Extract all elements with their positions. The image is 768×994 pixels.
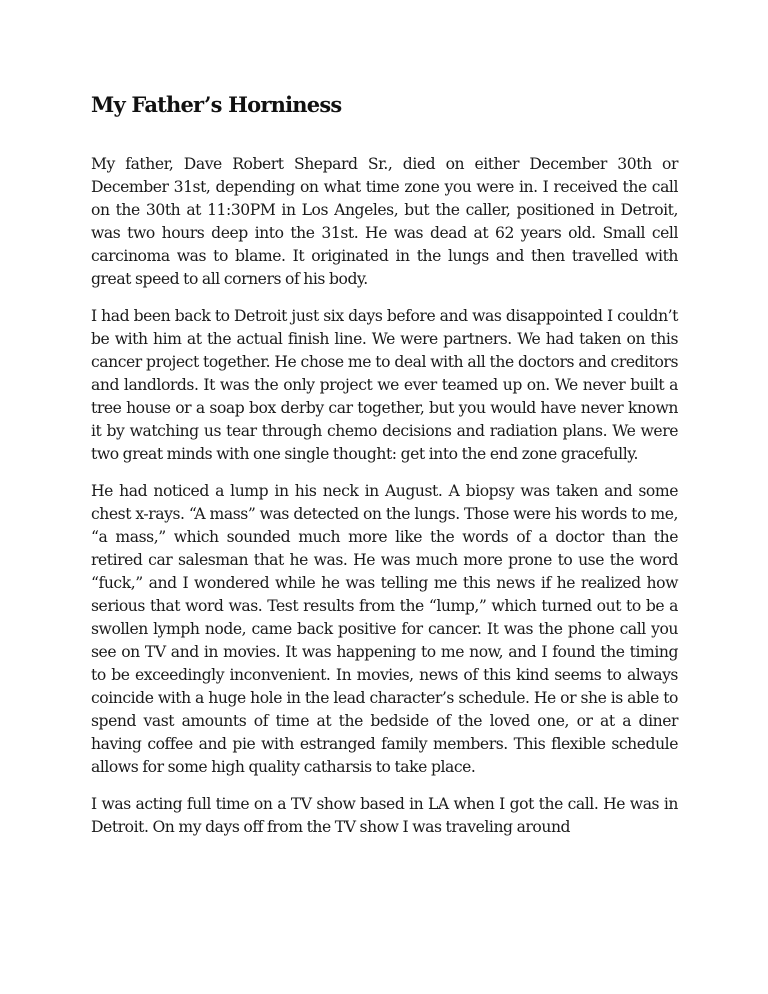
document-title: My Father’s Horniness [91, 92, 342, 117]
paragraph-3: He had noticed a lump in his neck in August. A biopsy was taken and some chest x-rays. “A mass” was detected on the lungs. Those were his words to me, “a mass,” which sounded much more like the words of a doctor than the retired car salesman that he was. He was much more prone to use the word “fuck,” and I wondered while he was telling me this news if he realized how serious that word was. Test results from the “lump,” which turned out to be a swollen lymph node, came back positive for cancer. It was the phone call you see on TV and in movies. It was happening to me now, and I found the timing to be exceedingly inconvenient. In movies, news of this kind seems to always coincide with a huge hole in the lead character’s schedule. He or she is able to spend vast amounts of time at the bedside of the loved one, or at a diner having coffee and pie with estranged family members. This flexible schedule allows for some high quality catharsis to take place. [91, 482, 678, 776]
paragraph-2: I had been back to Detroit just six days before and was disappointed I couldn’t be with him at the actual finish line. We were partners. We had taken on this cancer project together. He chose me to deal with all the doctors and creditors and landlords. It was the only project we ever teamed up on. We never built a tree house or a soap box derby car together, but you would have never known it by watching us tear through chemo decisions and radiation plans. We were two great minds with one single thought: get into the end zone gracefully. [91, 307, 678, 463]
document-body [91, 153, 678, 853]
paragraph-1: My father, Dave Robert Shepard Sr., died on either December 30th or December 31st, depending on what time zone you were in. I received the call on the 30th at 11:30PM in Los Angeles, but the caller, positioned in Detroit, was two hours deep into the 31st. He was dead at 62 years old. Small cell carcinoma was to blame. It originated in the lungs and then travelled with great speed to all corners of his body. [91, 155, 678, 288]
paragraph-4: I was acting full time on a TV show based in LA when I got the call. He was in Detroit. On my days off from the TV show I was traveling around [91, 795, 678, 836]
